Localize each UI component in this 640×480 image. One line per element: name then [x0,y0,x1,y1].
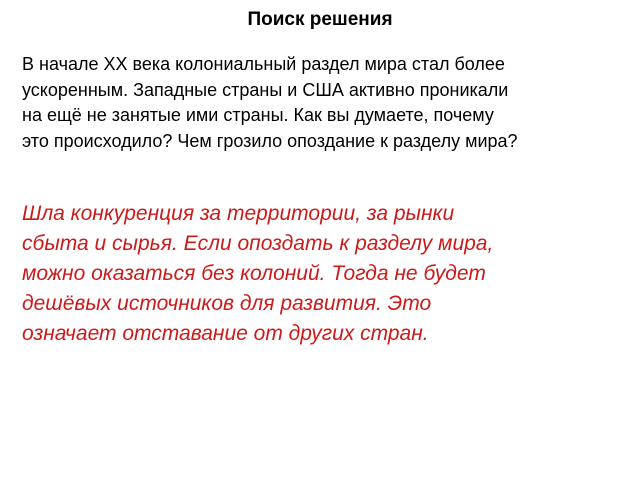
answer-line: Шла конкуренция за территории, за рынки [22,202,455,225]
question-line: ускоренным. Западные страны и США активно проникали [22,79,509,100]
question-text [22,52,622,154]
question-line: на ещё не занятые ими страны. Как вы думаете, почему [22,105,494,125]
answer-line: означает отставание от других стран. [22,322,429,345]
answer-text [22,199,622,349]
answer-line: дешёвых источников для развития. Это [22,292,432,315]
question-line: В начале XX века колониальный раздел мира стал более [22,54,505,74]
answer-line: можно оказаться без колоний. Тогда не будет [22,262,486,285]
question-line: это происходило? Чем грозило опоздание к разделу мира? [22,130,518,151]
answer-line: сбыта и сырья. Если опоздать к разделу мира, [22,232,494,255]
slide-title: Поиск решения [247,9,393,30]
